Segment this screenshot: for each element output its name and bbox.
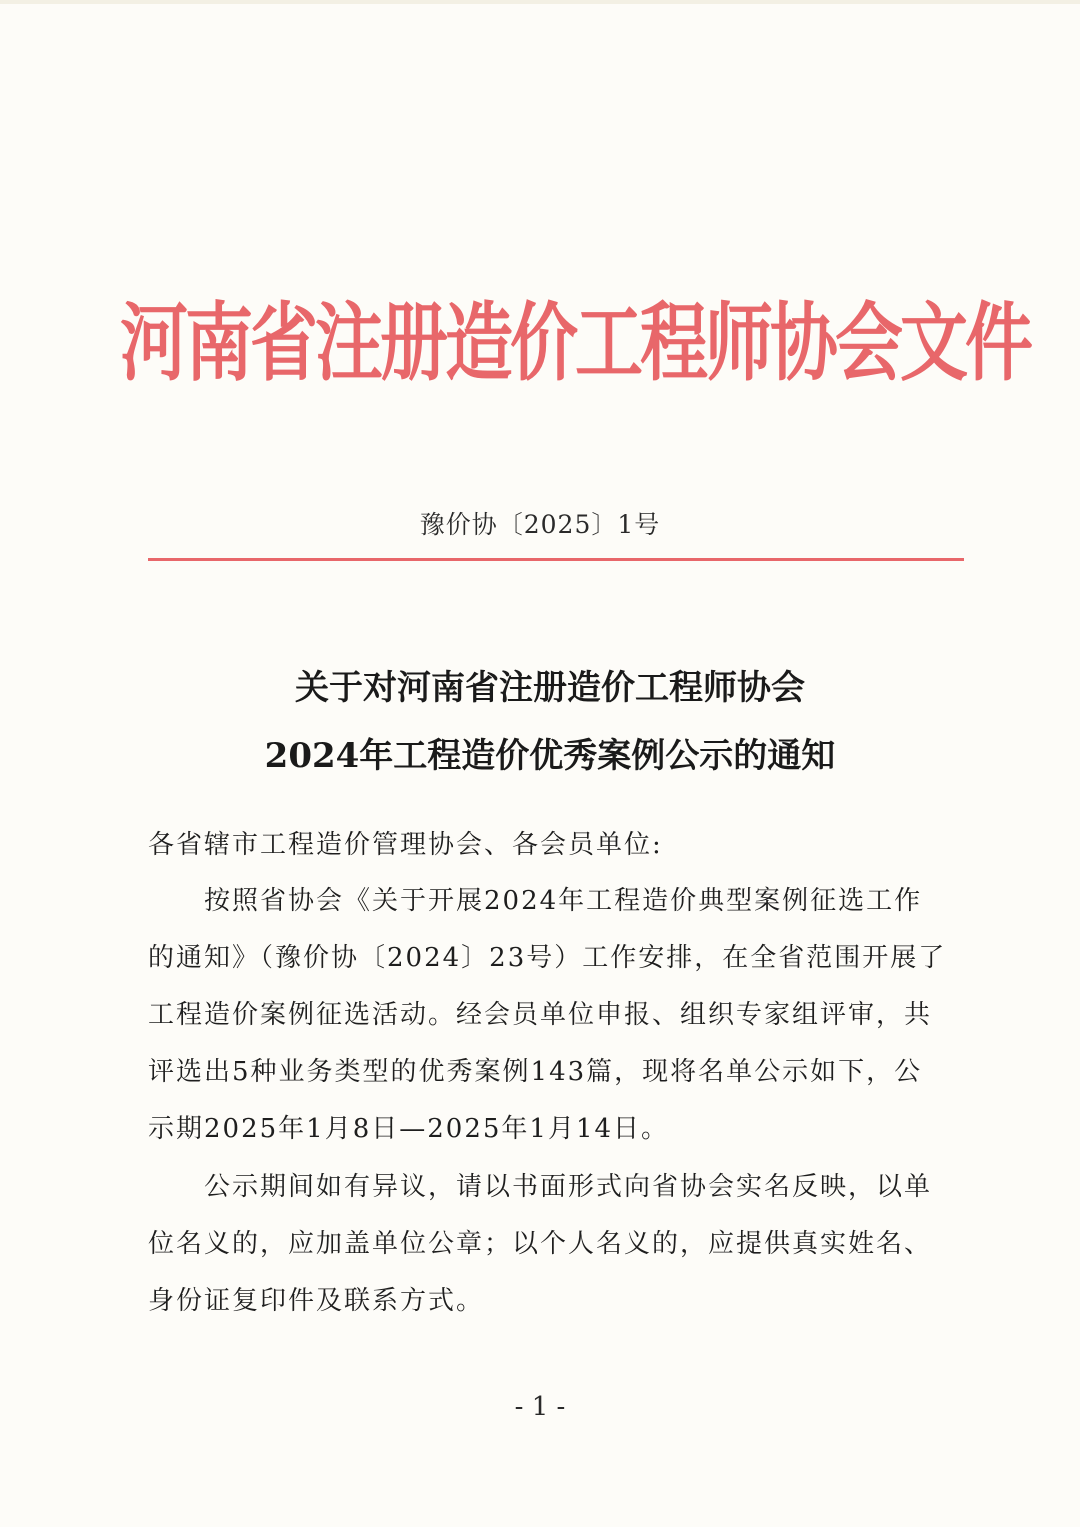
notice-title-line-2: 2024年工程造价优秀案例公示的通知 xyxy=(264,736,836,776)
document-number: 豫价协〔2025〕1号 xyxy=(419,510,661,539)
masthead-title: 河南省注册造价工程师协会文件 xyxy=(120,295,1031,394)
salutation: 各省辖市工程造价管理协会、各会员单位: xyxy=(148,830,663,860)
body-paragraph-1: 按照省协会《关于开展2024年工程造价典型案例征选工作的通知》（豫价协〔2024〕23号）工作安排，在全省范围开展了工程造价案例征选活动。经会员单位申报、组织专家组评审，共评选出5种业务类型的优秀案例143篇，现将名单公示如下，公示期2025年1月8日—2025年1月14日。 xyxy=(148,886,947,1144)
notice-title-line-1: 关于对河南省注册造价工程师协会 xyxy=(295,668,805,708)
scan-edge xyxy=(0,0,1080,4)
page-number: - 1 - xyxy=(514,1392,566,1422)
body-paragraph-2: 公示期间如有异议，请以书面形式向省协会实名反映，以单位名义的，应加盖单位公章；以个人名义的，应提供真实姓名、身份证复印件及联系方式。 xyxy=(148,1172,933,1316)
red-divider-line xyxy=(148,558,964,561)
